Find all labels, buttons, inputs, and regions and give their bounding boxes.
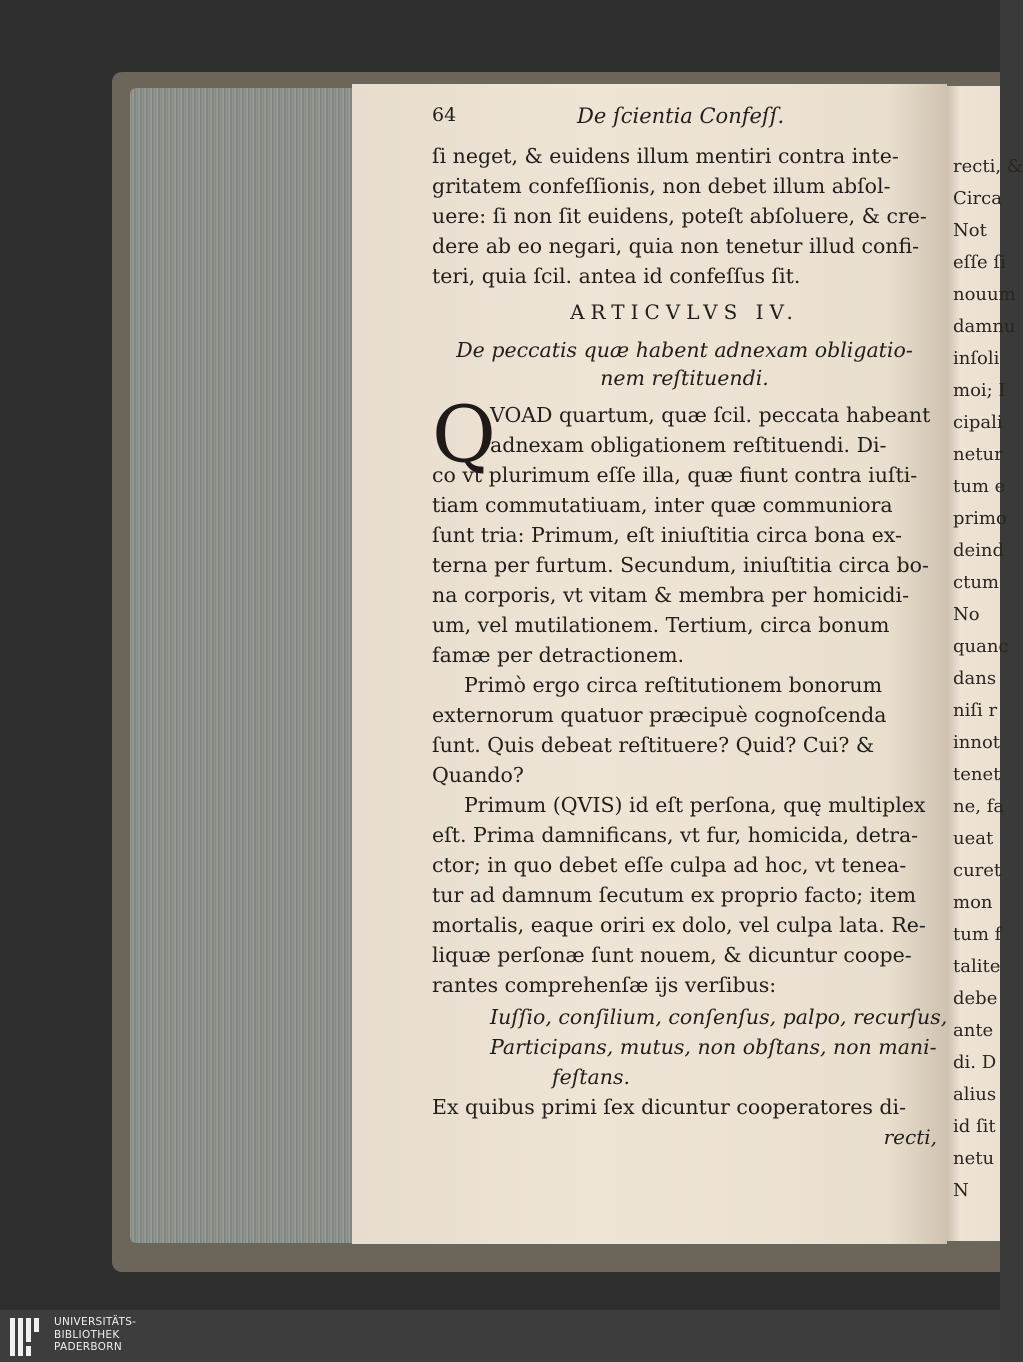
next-page-line: talite <box>953 956 1001 977</box>
next-page-line: innot <box>953 732 1001 753</box>
next-page-line: moi; I <box>953 380 1006 401</box>
text-line: ctor; in quo debet eſſe culpa ad hoc, vt tenea- <box>432 853 907 877</box>
text-line: um, vel mutilationem. Tertium, circa bonum <box>432 613 890 637</box>
next-page-line: cipali <box>953 412 1003 433</box>
page-number: 64 <box>432 104 457 126</box>
text-line: na corporis, vt vitam & membra per homicidi- <box>432 583 910 607</box>
library-logo-icon <box>8 1316 48 1358</box>
page-edges <box>130 88 352 1243</box>
text-line: VOAD quartum, quæ ſcil. peccata habeant <box>490 403 931 427</box>
next-page-line: ctum <box>953 572 999 593</box>
text-line: mortalis, eaque oriri ex dolo, vel culpa lata. Re- <box>432 913 926 937</box>
text-line: dere ab eo negari, quia non tenetur illud confi- <box>432 234 920 258</box>
next-page-line: eſſe ſi <box>953 252 1006 273</box>
article-title-line: De peccatis quæ habent adnexam obligatio- <box>456 338 913 362</box>
article-title-line: nem reſtituendi. <box>600 366 769 390</box>
text-line: teri, quia ſcil. antea id confeſſus ſit. <box>432 264 801 288</box>
running-title: De ſcientia Confeſſ. <box>577 104 785 128</box>
text-line: eſt. Prima damnificans, vt fur, homicida, detra- <box>432 823 919 847</box>
text-line: terna per furtum. Secundum, iniuſtitia circa bo- <box>432 553 929 577</box>
text-line: ſunt tria: Primum, eſt iniuſtitia circa bona ex- <box>432 523 902 547</box>
next-page-line: deind <box>953 540 1005 561</box>
next-page-line: ne, fa <box>953 796 1005 817</box>
next-page-line: Circa <box>953 188 1002 209</box>
next-page-line: Not <box>953 220 987 241</box>
next-page-line: netu <box>953 1148 995 1169</box>
catchword: recti, <box>883 1125 937 1149</box>
next-page-line: alius <box>953 1084 997 1105</box>
article-heading: ARTICVLVS IV. <box>570 300 799 324</box>
next-page-line: debe <box>953 988 998 1009</box>
next-page-fragment <box>947 86 1023 1241</box>
next-page-line: dans <box>953 668 997 689</box>
next-page-line: ante <box>953 1020 994 1041</box>
next-page-line: primo <box>953 508 1007 529</box>
next-page-line: nouum <box>953 284 1016 305</box>
next-page-line: damnu <box>953 316 1016 337</box>
text-line: adnexam obligationem reſtituendi. Di- <box>490 433 887 457</box>
text-line: liquæ perſonæ ſunt nouem, & dicuntur coope- <box>432 943 912 967</box>
next-page-line: niſi r <box>953 700 998 721</box>
library-name-line: UNIVERSITÄTS- <box>54 1316 137 1328</box>
next-page-line: netur <box>953 444 1003 465</box>
text-line: Primò ergo circa reſtitutionem bonorum <box>464 673 883 697</box>
text-line: uere: ſi non ſit euidens, poteſt abſoluere, & cre- <box>432 204 927 228</box>
next-page-line: ueat <box>953 828 994 849</box>
next-page-line: recti, & <box>953 156 1023 177</box>
library-name-line: PADERBORN <box>54 1341 122 1353</box>
next-page-line: No <box>953 604 980 625</box>
text-line: Quando? <box>432 763 524 787</box>
verse-line: Iuſſio, conſilium, conſenſus, palpo, recurſus, <box>490 1005 948 1029</box>
text-line: Ex quibus primi ſex dicuntur cooperatores di- <box>432 1095 906 1119</box>
next-page-line: tum f <box>953 924 1002 945</box>
next-page-line: quanc <box>953 636 1009 657</box>
library-name-line: BIBLIOTHEK <box>54 1328 120 1341</box>
next-page-line: tenet <box>953 764 1001 785</box>
next-page-line: di. D <box>953 1052 997 1073</box>
text-line: externorum quatuor præcipuè cognoſcenda <box>432 703 887 727</box>
verse-line: feſtans. <box>552 1065 631 1089</box>
text-line: co vt plurimum eſſe illa, quæ fiunt contra iuſti- <box>432 463 918 487</box>
next-page-line: id ſit <box>953 1116 996 1137</box>
next-page-line: curet <box>953 860 1002 881</box>
text-line: tur ad damnum ſecutum ex proprio facto; item <box>432 883 917 907</box>
next-page-line: N <box>953 1180 969 1201</box>
next-page-line: mon <box>953 892 993 913</box>
text-line: Primum (QVIS) id eſt perſona, quę multiplex <box>464 793 926 817</box>
library-name <box>54 1316 136 1354</box>
text-line: ſunt. Quis debeat reſtituere? Quid? Cui? & <box>432 733 875 757</box>
dropcap-letter: Q <box>432 390 496 480</box>
verse-line: Participans, mutus, non obſtans, non mani- <box>490 1035 937 1059</box>
next-page-line: inſoli <box>953 348 1000 369</box>
text-line: tiam commutatiuam, inter quæ communiora <box>432 493 893 517</box>
text-line: ſi neget, & euidens illum mentiri contra inte- <box>432 144 899 168</box>
text-line: rantes comprehenſæ ijs verſibus: <box>432 973 777 997</box>
next-page-line: tum e <box>953 476 1006 497</box>
text-line: famæ per detractionem. <box>432 643 685 667</box>
text-line: gritatem confeſſionis, non debet illum abſol- <box>432 174 891 198</box>
library-footer <box>0 1310 1000 1362</box>
